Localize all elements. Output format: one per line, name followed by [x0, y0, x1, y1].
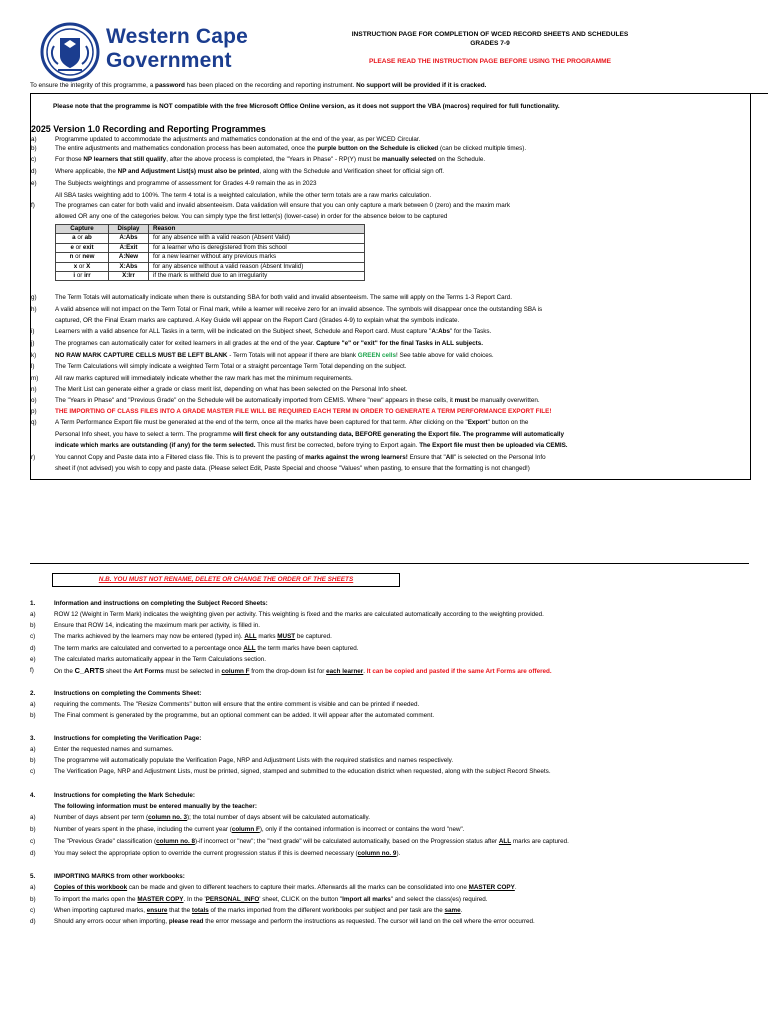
table-row: a or ab A:Abs for any absence with a valid reason (Absent Valid) — [56, 234, 365, 243]
table-row: n or new A:New for a new learner without any previous marks — [56, 253, 365, 262]
logo-wordmark: Western Cape Government — [106, 25, 249, 72]
table-row: x or X X:Abs for any absence without a valid reason (Absent Invalid) — [56, 262, 365, 271]
table-header-row: Capture Display Reason — [56, 225, 365, 234]
table-row: i or irr X:Irr if the mark is witheld due to an irregularity — [56, 272, 365, 281]
password-notice: To ensure the integrity of this programme, a password has been placed on the recording and reporting instrument. No support will be provided if it is cracked. — [30, 82, 487, 89]
western-cape-crest-icon — [40, 22, 100, 82]
divider — [30, 563, 749, 564]
page-title: INSTRUCTION PAGE FOR COMPLETION OF WCED RECORD SHEETS AND SCHEDULES GRADES 7-9 — [351, 31, 629, 47]
version-title: 2025 Version 1.0 Recording and Reporting Programmes — [31, 124, 266, 134]
compatibility-note: Please note that the programme is NOT compatible with the free Microsoft Office Online version, as it does not support the VBA (macros) required for full functionality. — [53, 103, 560, 110]
read-instructions-warning: PLEASE READ THE INSTRUCTION PAGE BEFORE USING THE PROGRAMME — [368, 58, 612, 65]
sheet-order-warning: N.B. YOU MUST NOT RENAME, DELETE OR CHANGE THE ORDER OF THE SHEETS — [52, 573, 400, 587]
wcg-logo — [40, 22, 280, 84]
table-row: e or exit A:Exit for a learner who is deregistered from this school — [56, 243, 365, 252]
absence-codes-table — [55, 224, 365, 281]
